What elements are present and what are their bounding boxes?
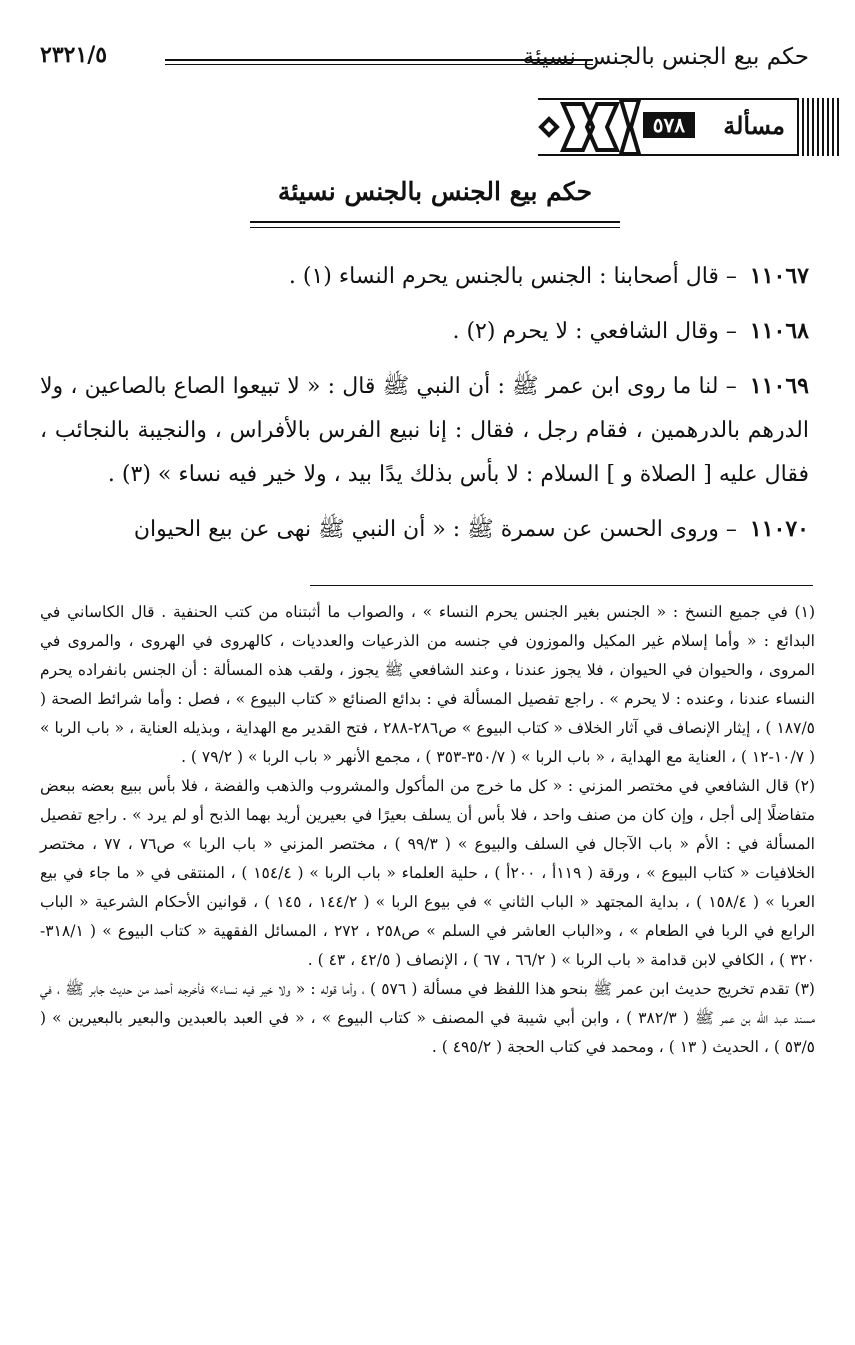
paragraph-text: – قال أصحابنا : الجنس بالجنس يحرم النساء (١) . — [288, 264, 737, 289]
banner-bars-decoration — [797, 98, 855, 156]
paragraph-text: – وروى الحسن عن سمرة ﷺ : « أن النبي ﷺ نهى عن بيع الحيوان — [133, 517, 737, 542]
header-rule — [165, 59, 593, 65]
chapter-title: حكم بيع الجنس بالجنس نسيئة — [277, 177, 593, 206]
paragraph-number: ١١٠٦٩ — [749, 373, 809, 399]
page-reference: ٢٣٢١/٥ — [40, 42, 108, 68]
footnote-separator — [310, 585, 813, 586]
chapter-title-block — [250, 168, 620, 228]
paragraph-text: – لنا ما روى ابن عمر ﷺ : أن النبي ﷺ قال : « لا تبيعوا الصاع بالصاعين ، ولا الدرهم بالدرهمين ، فقام رجل ، فقال : إنا نبيع الفرس بالأفراس ، والنجيبة بالنجائب ، فقال عليه [ الصلاة و ] السلام : لا بأس بذلك يدًا بيد ، ولا خير فيه نساء » (٣) . — [40, 374, 809, 487]
main-text — [40, 254, 809, 562]
paragraph — [40, 364, 809, 497]
masala-number: ٥٧٨ — [643, 112, 695, 138]
masala-label: مسألة — [723, 111, 785, 140]
footnote: (١) في جميع النسخ : « الجنس بغير الجنس يحرم النساء » ، والصواب ما أثبتناه من كتب الحنفية . قال الكاساني في البدائع : « وأما إسلام غير المكيل والموزون في جنسه من الذرعيات والعدديات ، كالهروى في الهروى ، والمروى في المروى ، والحيوان في الحيوان ، فلا يجوز عندنا ، وعند الشافعي ﷺ يجوز ، ولقب هذه المسألة : أن الجنس بانفراده يحرم النساء عندنا ، وعنده : لا يحرم » . راجع تفصيل المسألة في : بدائع الصنائع « كتاب البيوع » ، فصل : وأما شرائط الصحة ( ١٨٧/٥ ) ، إيثار الإنصاف قي آثار الخلاف « كتاب البيوع » ص٢٨٦-٢٨٨ ، فتح القدير مع الهداية ، وبذيله العناية ، « باب الربا » ( ١٠/٧-١٢ ) ، العناية مع الهداية ، « باب الربا » ( ٣٥٠/٧-٣٥٣ ) ، مجمع الأنهر « باب الربا » ( ٧٩/٢ ) . — [40, 603, 815, 766]
ornament-icon — [535, 96, 655, 158]
footnote: (٢) قال الشافعي في مختصر المزني : « كل ما خرج من المأكول والمشروب والذهب والفضة ، فلا بأس ببيع بعضه ببعض متفاضلًا إلى أجل ، وإن كان من صنف واحد ، فلا بأس أن يسلف بعيرًا في بعيرين أريد بهما الذبح أو لم يرد » . راجع تفصيل المسألة في : الأم « باب الآجال في السلف والبيوع » ( ٩٩/٣ ) ، مختصر المزني « باب الربا » ص٧٦ ، ٧٧ ، مختصر الخلافيات « كتاب البيوع » ، ورقة ( ١١٩أ ، ٢٠٠أ ) ، حلية العلماء « باب الربا » ( ١٥٤/٤ ) ، المنتقى في « ما جاء في بيع العربا » ( ١٥٨/٤ ) ، بداية المجتهد « الباب الثاني » في بيوع الربا » ( ١٤٤/٢ ، ١٤٥ ) ، قوانين الأحكام الشرعية « الباب الرابع في الربا في الطعام » ، و«الباب العاشر في السلم » ص٢٥٨ ، ٢٧٢ ، المسائل الفقهية « كتاب البيوع » ( ٣١٨/١- ٣٢٠ ) ، الكافي لابن قدامة « باب الربا » ( ٦٦/٢ ، ٦٧ ) ، الإنصاف ( ٤٢/٥ ، ٤٣ ) . — [40, 777, 816, 969]
paragraph-text: – وقال الشافعي : لا يحرم (٢) . — [452, 319, 737, 344]
footnotes — [40, 598, 815, 1062]
paragraph — [40, 254, 809, 299]
paragraph-number: ١١٠٧٠ — [749, 516, 809, 542]
footnote: (٣) تقدم تخريج حديث ابن عمر ﷺ بنحو هذا اللفظ في مسألة ( ٥٧٦ ) ، وأما قوله : « ولا خير فيه نساء» فأخرجه أحمد من حديث جابر ﷺ ، في مسند عبد الله بن عمر ﷺ ( ٣٨٢/٣ ) ، وابن أبي شيبة في المصنف « كتاب البيوع » ، « في العبد بالعبدين والبعير بالبعيرين » ( ٥٣/٥ ) ، الحديث ( ١٣ ) ، ومحمد في كتاب الحجة ( ٤٩٥/٢ ) . — [40, 980, 815, 1056]
paragraph — [40, 507, 809, 552]
title-underline — [250, 221, 620, 228]
paragraph-number: ١١٠٦٨ — [749, 318, 809, 344]
paragraph-number: ١١٠٦٧ — [749, 263, 809, 289]
paragraph — [40, 309, 809, 354]
running-title: حكم بيع الجنس بالجنس نسيئة — [522, 44, 809, 70]
